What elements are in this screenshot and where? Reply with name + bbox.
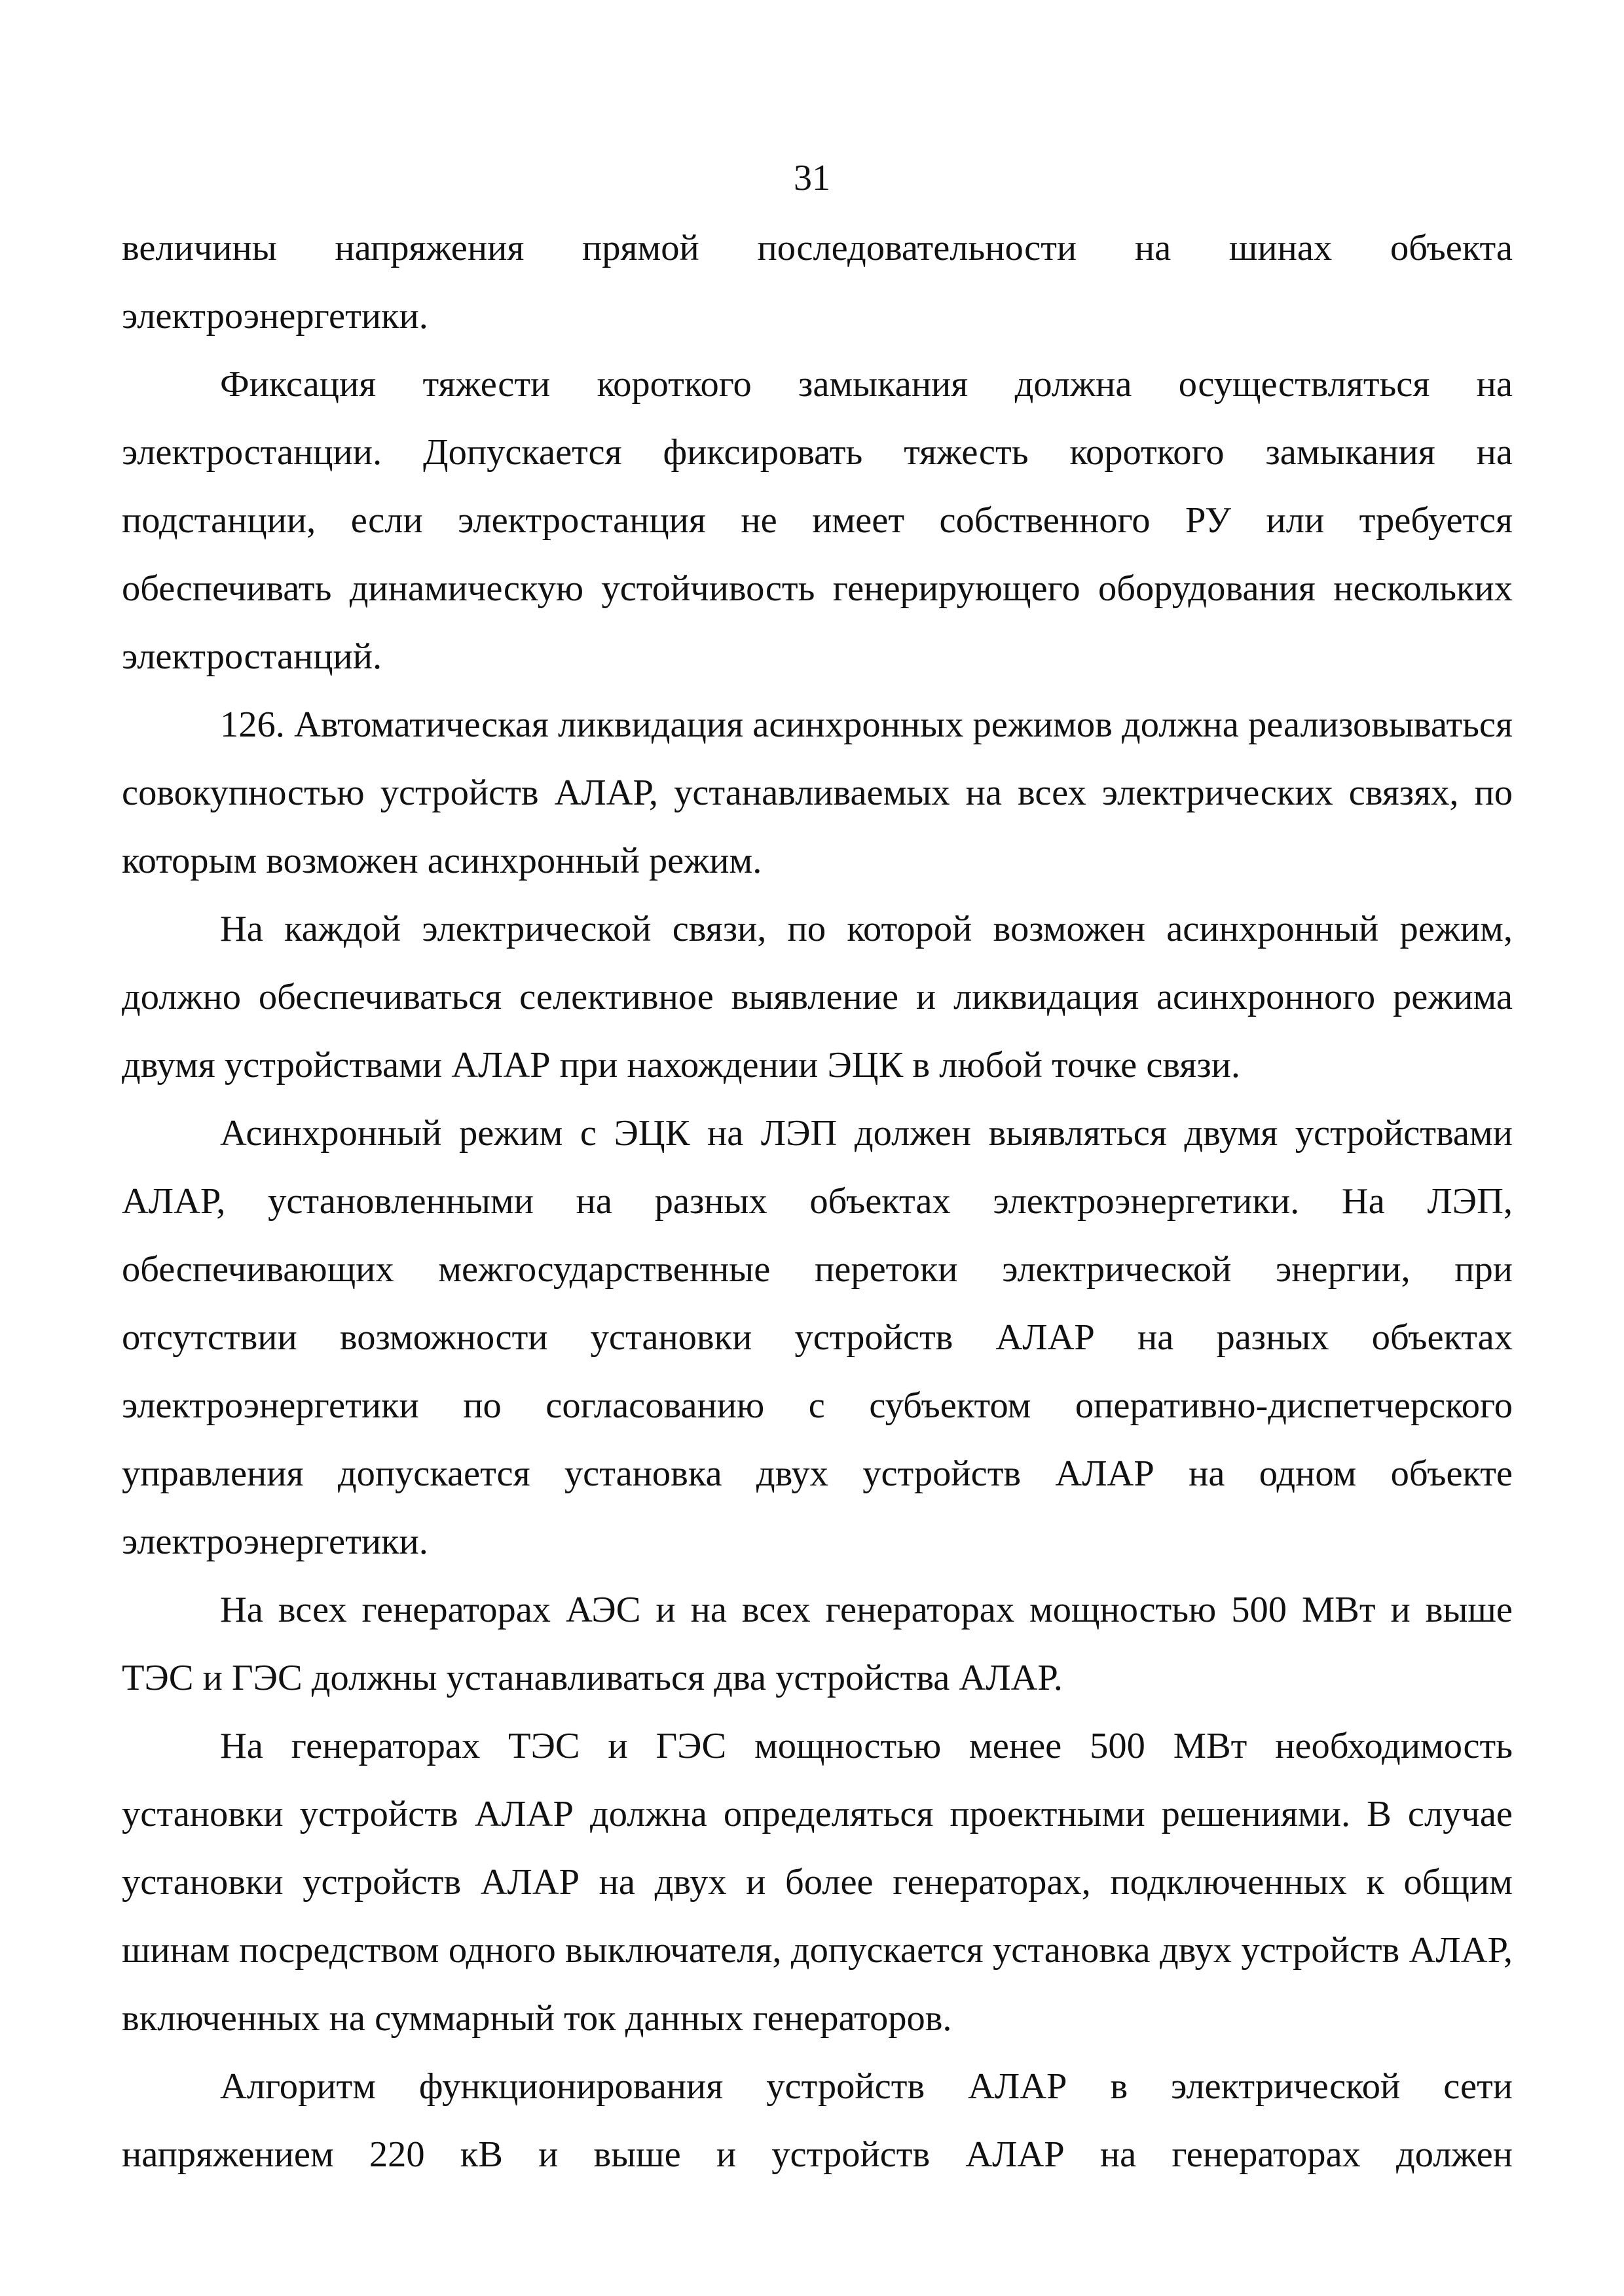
paragraph-selective-detection: На каждой электрической связи, по которой возможен асинхронный режим, должно обеспечиваться селективное выявление и ликвидация асинхронного режима двумя устройствами АЛАР при нахождении ЭЦК в любой точке связи. [122,909,1513,1085]
paragraph-algorithm: Алгоритм функционирования устройств АЛАР в электрической сети напряжением 220 кВ и выше и устройств АЛАР на генераторах должен [122,2066,1513,2175]
paragraph-aes-generators: На всех генераторах АЭС и на всех генераторах мощностью 500 МВт и выше ТЭС и ГЭС должны устанавливаться два устройства АЛАР. [122,1590,1513,1698]
paragraph-continuation: величины напряжения прямой последовательности на шинах объекта электроэнергетики. [122,228,1513,337]
document-body [122,214,1513,2189]
paragraph-lep-detection: Асинхронный режим с ЭЦК на ЛЭП должен выявляться двумя устройствами АЛАР, установленными на разных объектах электроэнергетики. На ЛЭП, обеспечивающих межгосударственные перетоки электрической энергии, при отсутствии возможности установки устройств АЛАР на разных объектах электроэнергетики по согласованию с субъектом оперативно-диспетчерского управления допускается установка двух устройств АЛАР на одном объекте электроэнергетики. [122,1113,1513,1562]
paragraph-126-alar: 126. Автоматическая ликвидация асинхронных режимов должна реализовываться совокупностью устройств АЛАР, устанавливаемых на всех электрических связях, по которым возможен асинхронный режим. [122,704,1513,881]
page-number: 31 [794,158,830,198]
paragraph-tes-ges-generators: На генераторах ТЭС и ГЭС мощностью менее 500 МВт необходимость установки устройств АЛАР должна определяться проектными решениями. В случае установки устройств АЛАР на двух и более генераторах, подключенных к общим шинам посредством одного выключателя, допускается установка двух устройств АЛАР, включенных на суммарный ток данных генераторов. [122,1726,1513,2039]
paragraph-short-circuit-fixation: Фиксация тяжести короткого замыкания должна осуществляться на электростанции. Допускается фиксировать тяжесть короткого замыкания на подстанции, если электростанция не имеет собственного РУ или требуется обеспечивать динамическую устойчивость генерирующего оборудования нескольких электростанций. [122,364,1513,677]
